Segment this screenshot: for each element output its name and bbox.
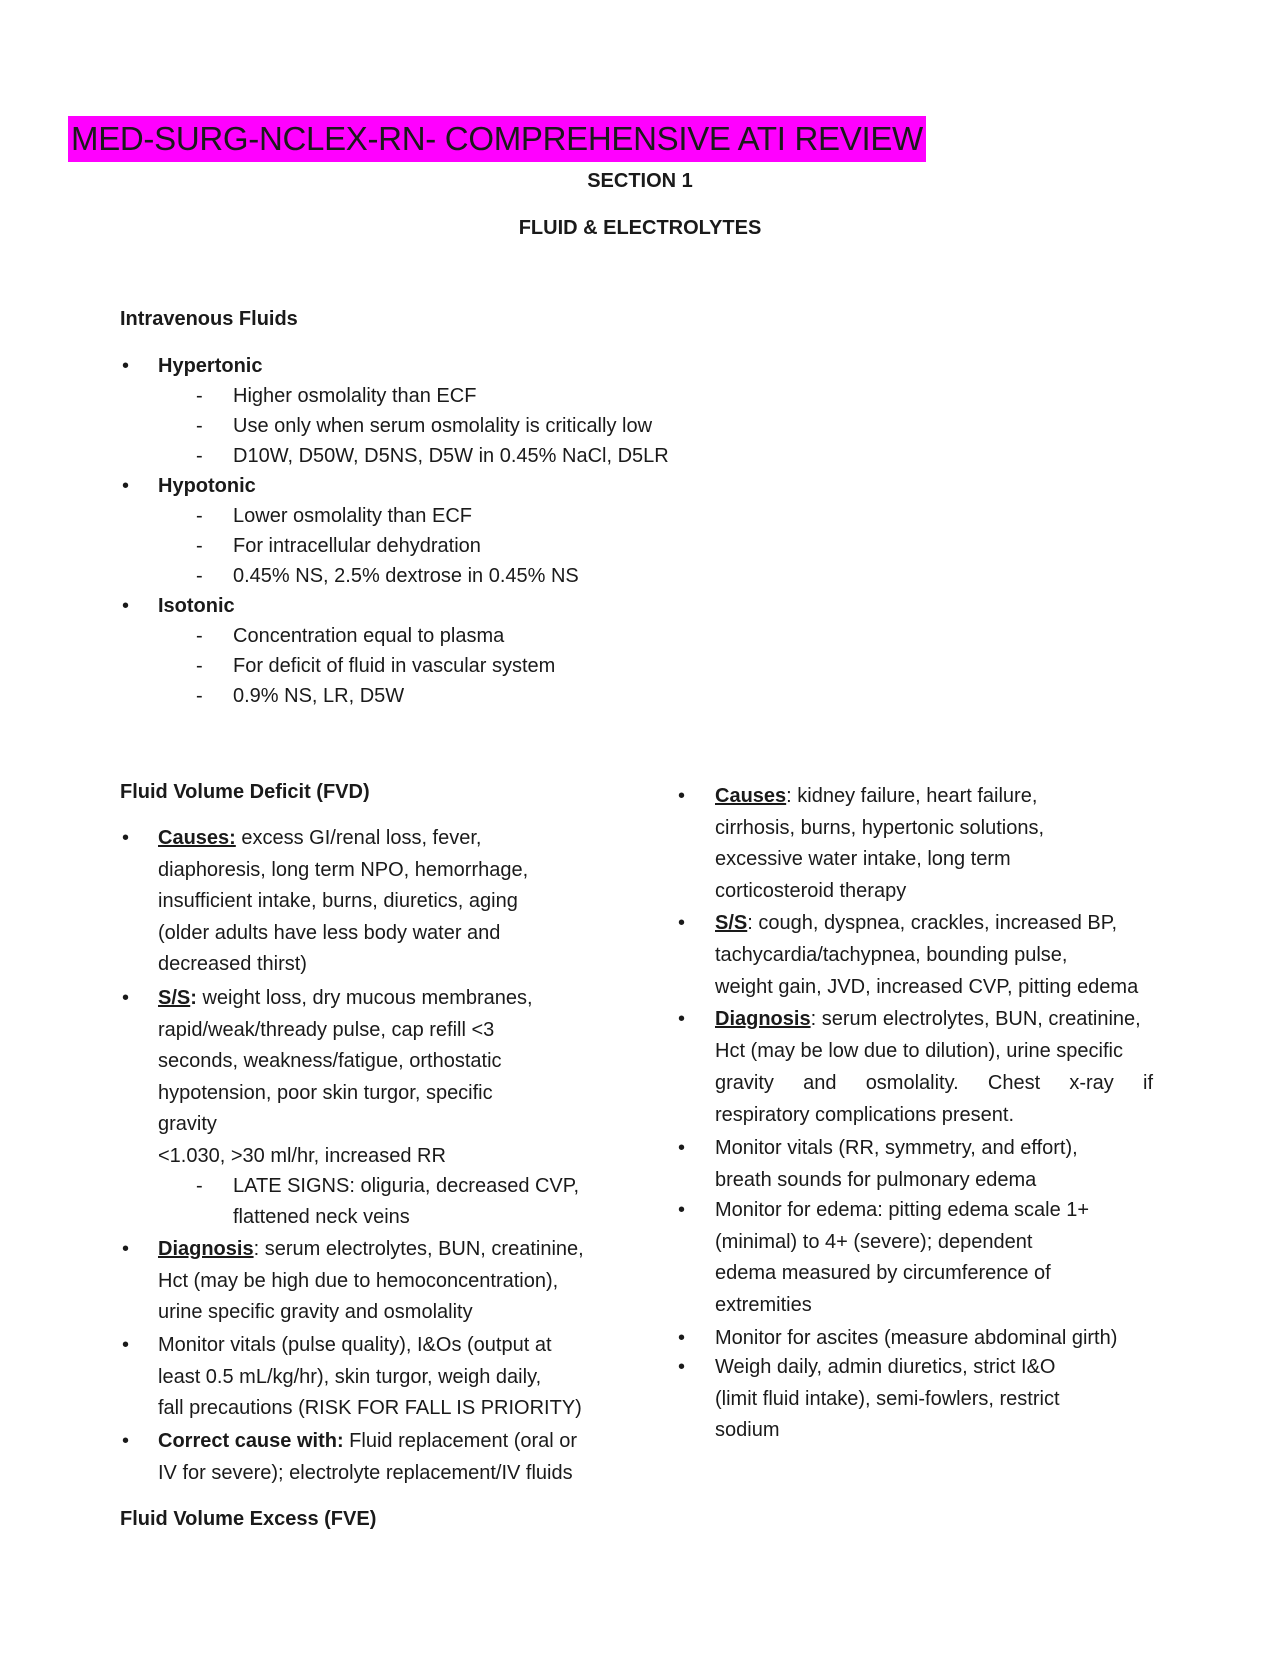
text-line: LATE SIGNS: oliguria, decreased CVP, bbox=[233, 1175, 580, 1197]
hypotonic-label: Hypotonic bbox=[158, 475, 256, 497]
text-line: respiratory complications present. bbox=[715, 1104, 1015, 1126]
text-line: Monitor vitals (pulse quality), I&Os (output at bbox=[158, 1334, 552, 1356]
text-line: Monitor vitals (RR, symmetry, and effort), bbox=[715, 1137, 1078, 1159]
text-line: flattened neck veins bbox=[233, 1206, 410, 1228]
text-line: gravity bbox=[158, 1113, 217, 1135]
fvd-correct: Correct cause with: Fluid replacement (oral or bbox=[158, 1430, 578, 1452]
bullet-icon: • bbox=[122, 1334, 130, 1356]
text-line: Monitor for edema: pitting edema scale 1+ bbox=[715, 1199, 1090, 1221]
text-line: excessive water intake, long term bbox=[715, 848, 1011, 870]
text-line: sodium bbox=[715, 1419, 780, 1441]
list-item: For deficit of fluid in vascular system bbox=[233, 655, 556, 677]
bullet-icon: • bbox=[678, 1008, 686, 1030]
bullet-icon: • bbox=[678, 1327, 686, 1349]
diagnosis-label: Diagnosis bbox=[158, 1238, 254, 1260]
hypertonic-label: Hypertonic bbox=[158, 355, 263, 377]
dash-icon: - bbox=[196, 385, 203, 407]
text-line: (minimal) to 4+ (severe); dependent bbox=[715, 1231, 1033, 1253]
dash-icon: - bbox=[196, 565, 203, 587]
text-line: rapid/weak/thready pulse, cap refill <3 bbox=[158, 1019, 495, 1041]
word: gravity bbox=[715, 1072, 774, 1094]
bullet-icon: • bbox=[678, 912, 686, 934]
list-item: Concentration equal to plasma bbox=[233, 625, 505, 647]
text-line: seconds, weakness/fatigue, orthostatic bbox=[158, 1050, 502, 1072]
text-line: decreased thirst) bbox=[158, 953, 307, 975]
text-line: extremities bbox=[715, 1294, 812, 1316]
list-item: 0.45% NS, 2.5% dextrose in 0.45% NS bbox=[233, 565, 579, 587]
text-line: corticosteroid therapy bbox=[715, 880, 907, 902]
isotonic-label: Isotonic bbox=[158, 595, 235, 617]
ss-label: S/S bbox=[158, 987, 191, 1009]
bullet-icon: • bbox=[122, 355, 130, 377]
fve-diagnosis: Diagnosis: serum electrolytes, BUN, creatinine, bbox=[715, 1008, 1141, 1030]
word: if bbox=[1143, 1072, 1153, 1094]
text-line: hypotension, poor skin turgor, specific bbox=[158, 1082, 493, 1104]
dash-icon: - bbox=[196, 655, 203, 677]
text-line: least 0.5 mL/kg/hr), skin turgor, weigh daily, bbox=[158, 1366, 542, 1388]
list-item: For intracellular dehydration bbox=[233, 535, 481, 557]
text-line: (older adults have less body water and bbox=[158, 922, 501, 944]
text-line: cirrhosis, burns, hypertonic solutions, bbox=[715, 817, 1045, 839]
dash-icon: - bbox=[196, 535, 203, 557]
text-line: weight gain, JVD, increased CVP, pitting edema bbox=[715, 976, 1139, 998]
dash-icon: - bbox=[196, 685, 203, 707]
bullet-icon: • bbox=[678, 1137, 686, 1159]
dash-icon: - bbox=[196, 505, 203, 527]
text-line-justified bbox=[715, 1071, 1153, 1095]
text-line: diaphoresis, long term NPO, hemorrhage, bbox=[158, 859, 529, 881]
bullet-icon: • bbox=[122, 1238, 130, 1260]
text-line: urine specific gravity and osmolality bbox=[158, 1301, 473, 1323]
diagnosis-label: Diagnosis bbox=[715, 1008, 811, 1030]
text-line: tachycardia/tachypnea, bounding pulse, bbox=[715, 944, 1068, 966]
list-item: Use only when serum osmolality is critically low bbox=[233, 415, 653, 437]
word: x-ray bbox=[1069, 1072, 1114, 1094]
text-line: IV for severe); electrolyte replacement/IV fluids bbox=[158, 1462, 573, 1484]
fvd-causes: Causes: excess GI/renal loss, fever, bbox=[158, 827, 482, 849]
fve-ss: S/S: cough, dyspnea, crackles, increased BP, bbox=[715, 912, 1118, 934]
list-item: Lower osmolality than ECF bbox=[233, 505, 472, 527]
fvd-heading: Fluid Volume Deficit (FVD) bbox=[120, 781, 370, 803]
text-line: Weigh daily, admin diuretics, strict I&O bbox=[715, 1356, 1056, 1378]
iv-fluids-heading: Intravenous Fluids bbox=[120, 308, 298, 330]
text-line: edema measured by circumference of bbox=[715, 1262, 1051, 1284]
text-line: Hct (may be high due to hemoconcentration), bbox=[158, 1270, 559, 1292]
text-line: insufficient intake, burns, diuretics, aging bbox=[158, 890, 518, 912]
fvd-ss: S/S: weight loss, dry mucous membranes, bbox=[158, 987, 533, 1009]
fve-causes: Causes: kidney failure, heart failure, bbox=[715, 785, 1038, 807]
causes-label: Causes bbox=[715, 785, 787, 807]
bullet-icon: • bbox=[678, 1199, 686, 1221]
ss-label: S/S bbox=[715, 912, 748, 934]
causes-label: Causes: bbox=[158, 827, 236, 849]
bullet-icon: • bbox=[122, 475, 130, 497]
list-item: D10W, D50W, D5NS, D5W in 0.45% NaCl, D5LR bbox=[233, 445, 669, 467]
fve-heading: Fluid Volume Excess (FVE) bbox=[120, 1508, 377, 1530]
bullet-icon: • bbox=[678, 785, 686, 807]
bullet-icon: • bbox=[122, 987, 130, 1009]
topic-heading: FLUID & ELECTROLYTES bbox=[518, 217, 762, 239]
dash-icon: - bbox=[196, 625, 203, 647]
word: Chest bbox=[987, 1072, 1041, 1094]
bullet-icon: • bbox=[678, 1356, 686, 1378]
list-item: 0.9% NS, LR, D5W bbox=[233, 685, 405, 707]
text-line: Hct (may be low due to dilution), urine specific bbox=[715, 1040, 1123, 1062]
fvd-diagnosis: Diagnosis: serum electrolytes, BUN, creatinine, bbox=[158, 1238, 584, 1260]
text-line: (limit fluid intake), semi-fowlers, restrict bbox=[715, 1388, 1060, 1410]
word: and bbox=[803, 1072, 837, 1094]
dash-icon: - bbox=[196, 1175, 203, 1197]
text-line: breath sounds for pulmonary edema bbox=[715, 1169, 1037, 1191]
list-item: Higher osmolality than ECF bbox=[233, 385, 477, 407]
document-title: MED-SURG-NCLEX-RN- COMPREHENSIVE ATI REVIEW bbox=[68, 116, 926, 162]
text-line: Monitor for ascites (measure abdominal girth) bbox=[715, 1327, 1118, 1349]
word: osmolality. bbox=[865, 1072, 959, 1094]
correct-label: Correct cause with: bbox=[158, 1430, 344, 1452]
dash-icon: - bbox=[196, 445, 203, 467]
bullet-icon: • bbox=[122, 827, 130, 849]
bullet-icon: • bbox=[122, 595, 130, 617]
bullet-icon: • bbox=[122, 1430, 130, 1452]
text-line: fall precautions (RISK FOR FALL IS PRIORITY) bbox=[158, 1397, 582, 1419]
section-heading: SECTION 1 bbox=[587, 170, 693, 192]
dash-icon: - bbox=[196, 415, 203, 437]
text-line: <1.030, >30 ml/hr, increased RR bbox=[158, 1145, 446, 1167]
